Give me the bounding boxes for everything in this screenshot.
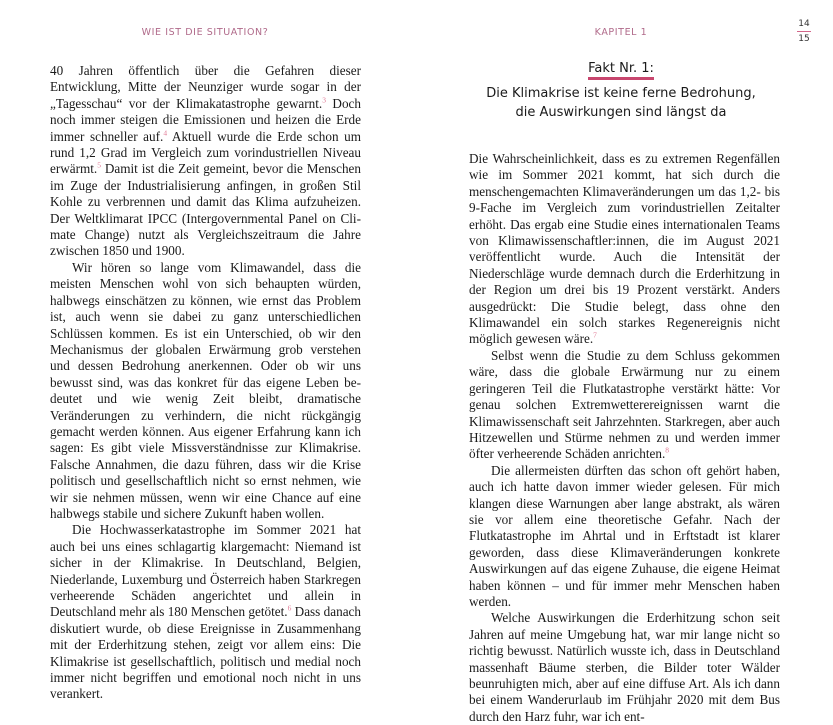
paragraph-text: Wir hören so lange vom Klimawandel, dass die meisten Menschen wohl von sich behaupten würden, halbwegs einschätzen zu können, wie ernst das Problem ist, auch wenn sie dabei zu ganz unterschiedlichen Schlüssen kommen. Es ist ein Unterschied, ob wir den Mechanismus der globalen Erwärmung grob verstehen und dessen Bedrohung anerkennen. Oder ob wir uns bewusst sind, was das konkret für das eigene Leben bedeutet und wie wenig Zeit bleibt, dramatische Veränderungen zu verhindern, die nicht rückgängig gemacht werden können. Aus eigener Erfahrung kann ich sagen: Es gibt viele Missverständnisse zur Klimakrise. Falsche Annahmen, die dazu führen, dass wir die Krise politisch und gesellschaftlich nicht so ernst nehmen, wie wir sie nehmen müssen, wenn wir eine Chance auf eine halbwegs stabile und sichere Zukunft haben wollen. xyxy=(50,259,361,521)
paragraph-text: Welche Auswirkungen die Erderhitzung schon seit Jahren auf meine Umgebung hat, war mir lange nicht so richtig bewusst. Natürlich wusste ich, dass in Deutschland massenhaft Bäume sterben, die Bilder toter Wälder beunruhigten mich, aber auf eine diffuse Art. Als ich dann bei einem Wanderurlaub im Frühjahr 2020 mit dem Bus durch den Harz fuhr, war ich ent- xyxy=(469,610,780,724)
fact-title xyxy=(449,85,793,122)
left-page xyxy=(0,0,416,702)
page-number-top: 14 xyxy=(798,19,810,29)
paragraph xyxy=(469,151,780,348)
page-number-bottom: 15 xyxy=(798,34,810,44)
footnote-marker[interactable]: 7 xyxy=(593,331,597,341)
left-body-text xyxy=(50,63,361,703)
right-page xyxy=(416,0,833,724)
paragraph-text: Dass danach diskutiert wurde, ob diese Ereignisse in Zusammenhang mit der Erderhitzung stehen, zeigt vor allem eins: Die Klimakrise ist gesellschaftlich, politisch und medial noch immer nicht begriffen und emotional noch nicht in uns verankert. xyxy=(50,604,362,702)
footnote-marker[interactable]: 3 xyxy=(322,95,326,105)
right-body-text xyxy=(469,151,780,725)
paragraph-text: Aktuell wurde die Erde schon um rund 1,2 Grad im Vergleich zum vorindustriellen Niveau erwärmt. xyxy=(50,128,361,177)
paragraph-text: Selbst wenn die Studie zu dem Schluss gekommen wäre, dass die globale Erwärmung nur zu einem geringeren Teil die Flutkatastrophe verstärkt hätte: Vor genau solchen Extremwetterereignissen warnt die Klimawissenschaft seit Jahrzehnten. Starkregen, aber auch Hitzewellen und Stürme nehmen zu und werden immer öfter verheerende Schäden anrichten. xyxy=(469,347,780,462)
paragraph xyxy=(469,348,780,463)
page-number-divider xyxy=(797,31,811,32)
paragraph-text: Die Hochwasserkatastrophe im Sommer 2021 hat auch bei uns eines schlagartig klargemacht: Niemand ist sicher in der Klimakrise. In Deutschland, Belgien, Niederlande, Luxemburg und Österreich haben Starkregen verheerende Schäden angerichtet und allein in Deutschland mehr als 180 Menschen getötet. xyxy=(50,522,361,620)
paragraph-text: Die allermeisten dürften das schon oft gehört haben, auch ich hatte davon immer wieder gelesen. Für mich klangen diese Warnungen aber lange abstrakt, als wären sie vor allem eine theoretische Gefahr. Nach der Flutkatastrophe im Ahrtal und in Erftstadt ist klarer geworden, dass diese Klimaveränderungen konkrete Auswirkungen auf das eigene Zuhause, die eigene Heimat haben können – und für immer mehr Menschen haben werden. xyxy=(469,462,780,609)
fact-heading xyxy=(449,57,793,122)
running-head-right: KAPITEL 1 xyxy=(594,27,648,38)
paragraph-text: Doch noch immer steigen die Emissionen und heizen die Erde immer schneller auf. xyxy=(50,95,361,144)
paragraph-text: 40 Jahren öffentlich über die Gefahren dieser Entwicklung, Mitte der Neunziger wurde sogar in der „Tagesschau“ vor der Klimakatastrophe gewarnt. xyxy=(50,63,361,111)
paragraph-text: Die Wahrscheinlichkeit, dass es zu extremen Regenfällen wie im Sommer 2021 kommt, hat sich durch die menschengemachten Klimaveränderungen um das 1,2- bis 9-Fache im Vergleich zum vorindustriellen Zeitalter erhöht. Das ergab eine Studie eines internationalen Teams von Klimawissenschaftler:innen, die im August 2021 veröffentlicht wurde. Auch die Intensität der Niederschläge wurde demnach durch die Erderhitzung in der Region um drei bis 19 Prozent verstärkt. Anders ausgedrückt: Die Studie belegt, dass ohne den Klimawandel ein solch starkes Regenereignis nicht möglich gewesen wäre. xyxy=(469,151,780,347)
paragraph xyxy=(469,610,780,725)
footnote-marker[interactable]: 6 xyxy=(287,604,292,614)
footnote-marker[interactable]: 4 xyxy=(163,128,168,138)
running-head-left: WIE IST DIE SITUATION? xyxy=(141,27,269,38)
fact-label: Fakt Nr. 1: xyxy=(588,61,654,80)
paragraph xyxy=(50,522,361,702)
paragraph xyxy=(50,260,361,523)
footnote-marker[interactable]: 5 xyxy=(97,161,101,171)
footnote-marker[interactable]: 8 xyxy=(665,445,669,455)
page-number-indicator xyxy=(794,18,814,45)
fact-title-line-1: Die Klimakrise ist keine ferne Bedrohung, xyxy=(486,86,756,101)
paragraph xyxy=(469,463,780,611)
fact-title-line-2: die Auswirkungen sind längst da xyxy=(515,104,727,120)
paragraph xyxy=(50,63,361,260)
paragraph-text: Damit ist die Zeit gemeint, bevor die Menschen im Zuge der Industrialisierung anfingen, in großen Stil Kohle zu verbrennen und damit das Klima aufzuheizen. Der Weltklimarat IPCC (Intergovernmental Panel on Climate Change) nutzt als Vergleichszeitraum die Jahre zwischen 1850 und 1900. xyxy=(50,161,361,259)
